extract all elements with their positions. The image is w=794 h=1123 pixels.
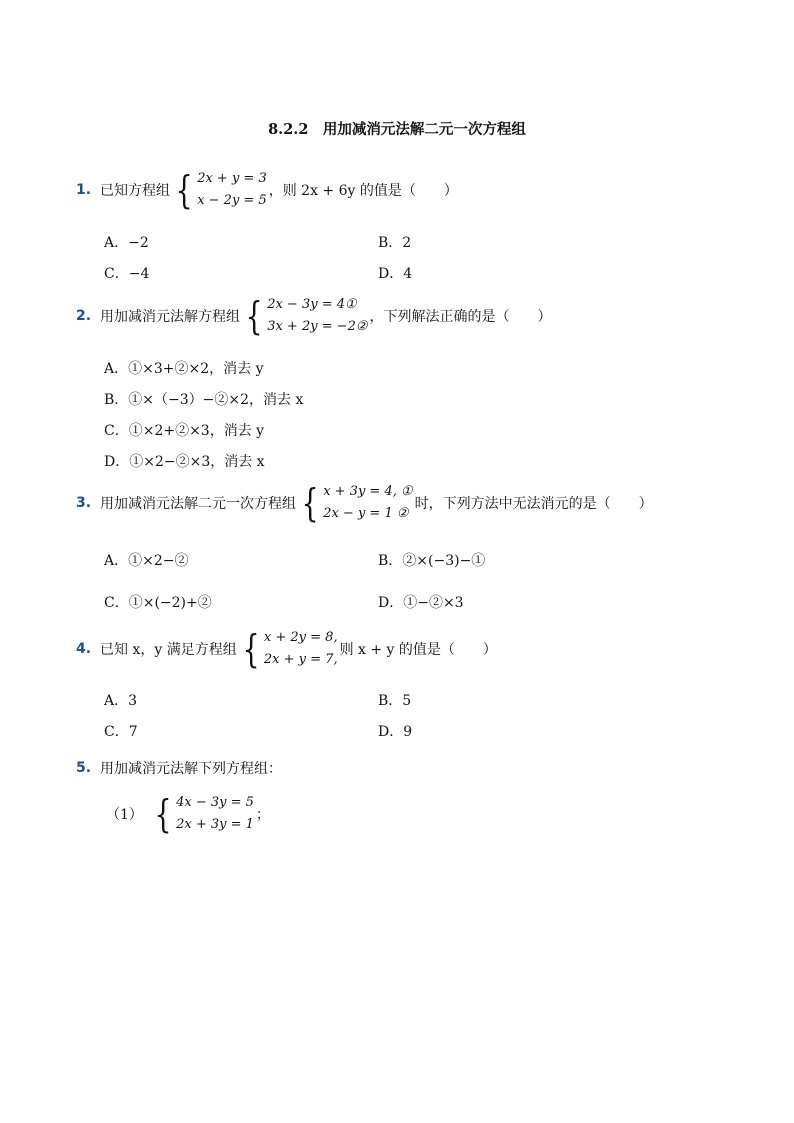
option-c: C．①×(−2)+② [104, 595, 212, 611]
question-prefix: 用加减消元法解方程组 [100, 309, 240, 325]
equation-1: x + 2y = 8, [263, 630, 338, 645]
question-1 [76, 168, 458, 212]
equation-system [151, 792, 254, 836]
equation-system [298, 481, 413, 525]
option-c: C．7 [104, 724, 138, 740]
option-c: C．−4 [104, 266, 150, 282]
brace-icon: { [242, 627, 260, 671]
option-b: B．①×（−3）−②×2，消去 x [104, 392, 304, 408]
equation-1: 2x − 3y = 4① [267, 297, 357, 312]
option-a: A．①×3+②×2，消去 y [104, 361, 264, 377]
option-d: D．①−②×3 [378, 595, 464, 611]
equation-system [242, 294, 368, 338]
question-suffix: ，下列解法正确的是（ ） [369, 309, 552, 325]
brace-icon: { [301, 481, 319, 525]
option-b: B．2 [378, 235, 412, 251]
option-c: C．①×2+②×3，消去 y [104, 423, 265, 439]
part-suffix: ； [255, 807, 270, 823]
part-label: （1） [106, 807, 143, 823]
option-d: D．9 [378, 724, 413, 740]
brace-icon: { [175, 168, 193, 212]
option-a: A．①×2−② [104, 553, 189, 569]
question-number: 4. [76, 641, 92, 657]
equation-2: 3x + 2y = −2② [267, 319, 368, 334]
question-3 [76, 481, 653, 525]
question-number: 1. [76, 182, 92, 198]
brace-icon: { [154, 792, 172, 836]
question-suffix: 则 x + y 的值是（ ） [339, 642, 497, 658]
equation-system [172, 168, 267, 212]
option-b: B．②×(−3)−① [378, 553, 486, 569]
option-a: A．−2 [104, 235, 149, 251]
question-prefix: 已知 x，y 满足方程组 [100, 642, 237, 658]
equation-2: 2x + 3y = 1 [176, 817, 254, 832]
question-suffix: ，则 2x + 6y 的值是（ ） [268, 183, 458, 199]
equation-1: 2x + y = 3 [197, 171, 267, 186]
equation-2: 2x − y = 1 ② [323, 506, 409, 521]
question-2 [76, 294, 552, 338]
question-number: 5. [76, 760, 92, 776]
option-b: B．5 [378, 693, 412, 709]
option-d: D．①×2−②×3，消去 x [104, 454, 265, 470]
equation-1: x + 3y = 4, ① [323, 484, 413, 499]
question-4 [76, 627, 497, 671]
question-prefix: 已知方程组 [100, 183, 170, 199]
question-5-part-1 [106, 792, 270, 836]
question-5 [76, 758, 282, 778]
equation-1: 4x − 3y = 5 [176, 795, 254, 810]
question-prefix: 用加减消元法解二元一次方程组 [100, 496, 296, 512]
question-text: 用加减消元法解下列方程组： [100, 761, 282, 777]
question-suffix: 时，下列方法中无法消元的是（ ） [414, 496, 653, 512]
question-number: 2. [76, 308, 92, 324]
equation-2: x − 2y = 5 [197, 193, 267, 208]
equation-2: 2x + y = 7, [263, 652, 338, 667]
option-d: D．4 [378, 266, 413, 282]
brace-icon: { [245, 294, 263, 338]
page-title: 8.2.2 用加减消元法解二元一次方程组 [268, 121, 526, 138]
equation-system [239, 627, 338, 671]
option-a: A．3 [104, 693, 138, 709]
question-number: 3. [76, 495, 92, 511]
